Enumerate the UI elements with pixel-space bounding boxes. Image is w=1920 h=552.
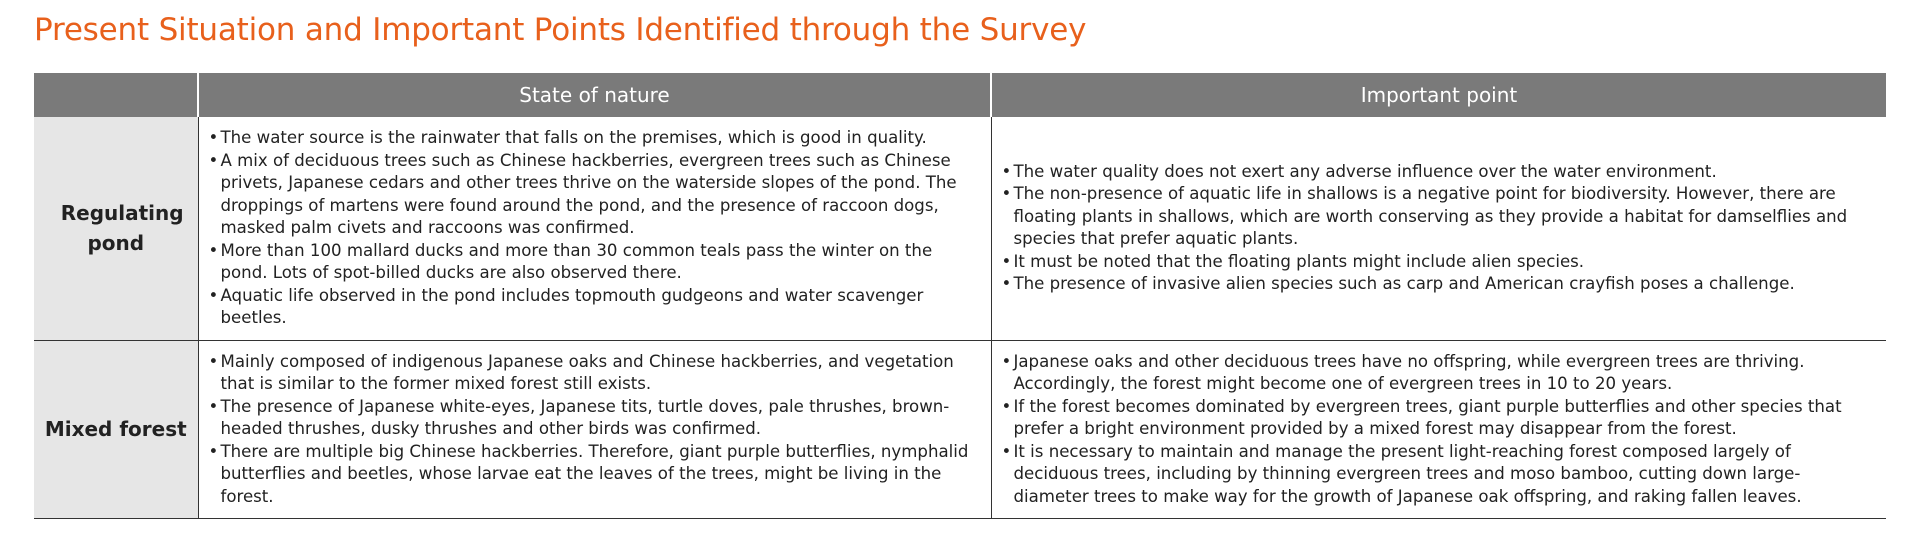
list-item: • The presence of invasive alien species such as carp and American crayfish poses a challenge. — [1002, 273, 1875, 296]
row-label-regulating-pond — [34, 117, 198, 340]
state-of-nature-cell — [198, 117, 991, 340]
list-item: • Aquatic life observed in the pond includes topmouth gudgeons and water scavenger beetles. — [209, 285, 979, 330]
list-item: • The non-presence of aquatic life in shallows is a negative point for biodiversity. However, there are floating plants in shallows, which are worth conserving as they provide a habitat for damselflies and species that prefer aquatic plants. — [1002, 183, 1875, 251]
list-item: • Mainly composed of indigenous Japanese oaks and Chinese hackberries, and vegetation that is similar to the former mixed forest still exists. — [209, 351, 979, 396]
list-item: • More than 100 mallard ducks and more than 30 common teals pass the winter on the pond. Lots of spot-billed ducks are also observed there. — [209, 240, 979, 285]
header-empty-cell — [34, 73, 198, 117]
list-item: • The water quality does not exert any adverse influence over the water environment. — [1002, 161, 1875, 184]
list-item: • It is necessary to maintain and manage the present light-reaching forest composed largely of deciduous trees, including by thinning evergreen trees and moso bamboo, cutting down large-diameter trees to make way for the growth of Japanese oak offspring, and raking fallen leaves. — [1002, 441, 1875, 509]
row-label-text: Mixed forest — [44, 417, 187, 442]
list-item: • The water source is the rainwater that falls on the premises, which is good in quality. — [209, 127, 979, 150]
survey-table — [34, 73, 1886, 519]
state-bullet-list — [209, 351, 979, 509]
header-important-point: Important point — [991, 73, 1886, 117]
important-point-cell — [991, 340, 1886, 519]
page-title: Present Situation and Important Points Identified through the Survey — [34, 12, 1087, 48]
list-item: • A mix of deciduous trees such as Chinese hackberries, evergreen trees such as Chinese privets, Japanese cedars and other trees thrive on the waterside slopes of the pond. The droppings of martens were found around the pond, and the presence of raccoon dogs, masked palm civets and raccoons was confirmed. — [209, 150, 979, 240]
list-item: • Japanese oaks and other deciduous trees have no offspring, while evergreen trees are thriving. Accordingly, the forest might become one of evergreen trees in 10 to 20 years. — [1002, 351, 1875, 396]
list-item: • The presence of Japanese white-eyes, Japanese tits, turtle doves, pale thrushes, brown-headed thrushes, dusky thrushes and other birds was confirmed. — [209, 396, 979, 441]
point-bullet-list — [1002, 161, 1875, 296]
list-item: • If the forest becomes dominated by evergreen trees, giant purple butterflies and other species that prefer a bright environment provided by a mixed forest may disappear from the forest. — [1002, 396, 1875, 441]
table-row — [34, 117, 1886, 340]
header-state-of-nature: State of nature — [198, 73, 991, 117]
state-bullet-list — [209, 127, 979, 330]
list-item: • There are multiple big Chinese hackberries. Therefore, giant purple butterflies, nymphalid butterflies and beetles, whose larvae eat the leaves of the trees, might be living in the forest. — [209, 441, 979, 509]
row-label-text: Regulating pond — [60, 201, 184, 256]
point-bullet-list — [1002, 351, 1875, 509]
table-header — [34, 73, 1886, 117]
important-point-cell — [991, 117, 1886, 340]
list-item: • It must be noted that the floating plants might include alien species. — [1002, 251, 1875, 274]
row-label-mixed-forest — [34, 340, 198, 519]
state-of-nature-cell — [198, 340, 991, 519]
table-row — [34, 340, 1886, 519]
